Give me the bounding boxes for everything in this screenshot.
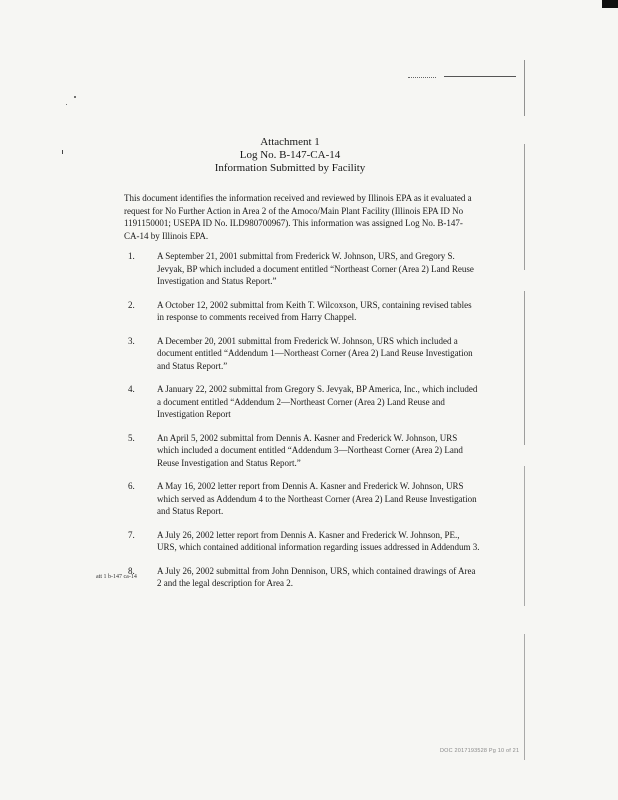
item-text: A January 22, 2002 submittal from Gregory S. Jevyak, BP America, Inc., which included a document entitled “Addendum 2—Northeast Corner (Area 2) Land Reuse and Investigation Report	[157, 384, 478, 419]
scan-edge-line	[524, 60, 525, 760]
list-item	[124, 383, 480, 421]
item-number: 4.	[128, 384, 135, 394]
item-number: 8.	[128, 565, 135, 576]
scan-speck	[74, 96, 76, 98]
item-text: A October 12, 2002 submittal from Keith T. Wilcoxson, URS, containing revised tables in response to comments received from Harry Chappel.	[157, 299, 472, 322]
item-number: 2.	[128, 299, 135, 310]
list-item	[124, 335, 480, 373]
document-header	[140, 136, 440, 175]
list-item	[124, 565, 480, 590]
scan-rule-mark	[444, 76, 516, 77]
list-item	[124, 432, 480, 470]
file-reference: att 1 b-147 ca-14	[96, 574, 137, 580]
scan-speck	[66, 104, 67, 105]
document-stamp: DOC 2017193528 Pg 10 of 21	[440, 748, 520, 754]
item-text: A July 26, 2002 letter report from Dennis A. Kasner and Frederick W. Johnson, PE., URS, which contained additional information regarding issues addressed in Addendum 3.	[157, 529, 480, 552]
list-item	[124, 299, 480, 324]
item-number: 3.	[128, 335, 135, 346]
list-item	[124, 480, 480, 518]
scan-speck	[62, 150, 63, 154]
intro-paragraph: This document identifies the information received and reviewed by Illinois EPA as it evaluated a request for No Further Action in Area 2 of the Amoco/Main Plant Facility (Illinois EPA ID No 1191150001; USEPA ID No. ILD980700967). This information was assigned Log No. B-147-CA-14 by Illinois EPA.	[124, 193, 472, 241]
item-number: 6.	[128, 481, 135, 491]
item-text: A December 20, 2001 submittal from Frederick W. Johnson, URS which included a document entitled “Addendum 1—Northeast Corner (Area 2) Land Reuse Investigation and Status Report.”	[157, 335, 473, 371]
header-subtitle: Information Submitted by Facility	[214, 162, 366, 174]
item-text: A May 16, 2002 letter report from Dennis A. Kasner and Frederick W. Johnson, URS which served as Addendum 4 to the Northeast Corner (Area 2) Land Reuse Investigation and Status Report.	[157, 481, 477, 516]
scan-dotted-mark	[408, 77, 436, 79]
scan-corner-mark	[602, 0, 618, 8]
item-number: 1.	[128, 251, 135, 261]
header-log-number: Log No. B-147-CA-14	[239, 149, 341, 161]
submittal-list	[124, 250, 480, 601]
item-text: A July 26, 2002 submittal from John Dennison, URS, which contained drawings of Area 2 and the legal description for Area 2.	[157, 565, 476, 588]
list-item	[124, 250, 480, 288]
item-number: 7.	[128, 529, 135, 540]
list-item	[124, 529, 480, 554]
item-text: A September 21, 2001 submittal from Frederick W. Johnson, URS, and Gregory S. Jevyak, BP which included a document entitled “Northeast Corner (Area 2) Land Reuse Investigation and Status Report.”	[157, 251, 474, 286]
item-text: An April 5, 2002 submittal from Dennis A. Kasner and Frederick W. Johnson, URS which included a document entitled “Addendum 3—Northeast Corner (Area 2) Land Reuse Investigation and Status Report.”	[157, 432, 463, 468]
item-number: 5.	[128, 432, 135, 443]
header-attachment: Attachment 1	[260, 136, 320, 148]
